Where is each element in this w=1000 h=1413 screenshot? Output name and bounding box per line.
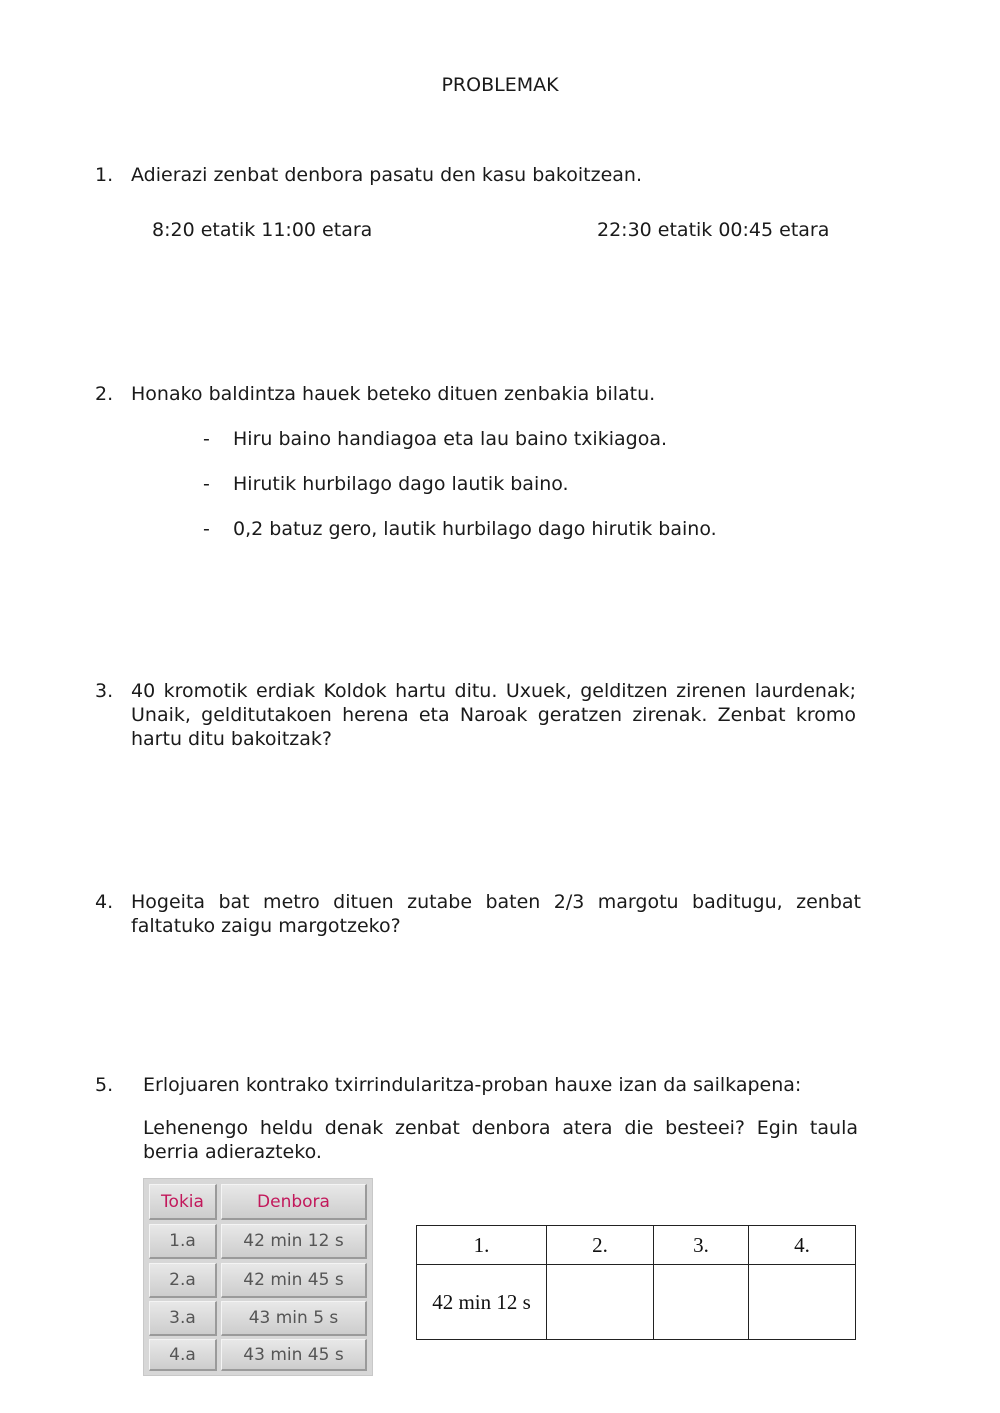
bullet-dash: -	[203, 518, 210, 540]
problem-1-case-a: 8:20 etatik 11:00 etara	[152, 219, 373, 241]
problem-4-number: 4.	[95, 891, 114, 913]
problem-2-number: 2.	[95, 383, 114, 405]
bullet-dash: -	[203, 428, 210, 450]
problem-1-case-b: 22:30 etatik 00:45 etara	[597, 219, 830, 241]
problem-5-number: 5.	[95, 1074, 114, 1096]
answer-table	[416, 1225, 856, 1340]
ranking-place: 3.a	[149, 1301, 217, 1336]
answer-value-row	[417, 1265, 856, 1340]
ranking-time: 43 min 45 s	[221, 1339, 367, 1371]
answer-cell-2[interactable]	[547, 1265, 654, 1340]
problem-5-text-1: Erlojuaren kontrako txirrindularitza-proban hauxe izan da sailkapena:	[143, 1074, 802, 1096]
problem-2-text: Honako baldintza hauek beteko dituen zenbakia bilatu.	[131, 383, 656, 405]
problem-1-text: Adierazi zenbat denbora pasatu den kasu bakoitzean.	[131, 164, 642, 186]
answer-header-cell: 4.	[749, 1226, 856, 1265]
bullet-dash: -	[203, 473, 210, 495]
problem-2-condition-3: 0,2 batuz gero, lautik hurbilago dago hirutik baino.	[233, 518, 717, 540]
answer-cell-1[interactable]: 42 min 12 s	[417, 1265, 547, 1340]
problem-2-condition-1: Hiru baino handiagoa eta lau baino txikiagoa.	[233, 428, 668, 450]
answer-header-row	[417, 1226, 856, 1265]
ranking-header-time: Denbora	[221, 1184, 367, 1220]
ranking-table	[143, 1178, 373, 1376]
answer-cell-4[interactable]	[749, 1265, 856, 1340]
problem-2-condition-2: Hirutik hurbilago dago lautik baino.	[233, 473, 569, 495]
page-title: PROBLEMAK	[441, 74, 559, 96]
ranking-place: 4.a	[149, 1339, 217, 1371]
ranking-place: 1.a	[149, 1224, 217, 1259]
answer-header-cell: 1.	[417, 1226, 547, 1265]
answer-header-cell: 2.	[547, 1226, 654, 1265]
answer-cell-3[interactable]	[654, 1265, 749, 1340]
answer-header-cell: 3.	[654, 1226, 749, 1265]
problem-5-text-2: Lehenengo heldu denak zenbat denbora atera die besteei? Egin taula berria adierazteko.	[143, 1117, 858, 1163]
ranking-place: 2.a	[149, 1263, 217, 1298]
ranking-header-place: Tokia	[149, 1184, 217, 1220]
problem-3-number: 3.	[95, 680, 114, 702]
problem-1-number: 1.	[95, 164, 114, 186]
ranking-time: 42 min 45 s	[221, 1263, 367, 1298]
problem-3-text: 40 kromotik erdiak Koldok hartu ditu. Uxuek, gelditzen zirenen laurdenak; Unaik, gelditutakoen herena eta Naroak geratzen zirenak. Zenbat kromo hartu ditu bakoitzak?	[131, 680, 856, 750]
ranking-time: 42 min 12 s	[221, 1224, 367, 1259]
ranking-time: 43 min 5 s	[221, 1301, 367, 1336]
problem-4-text: Hogeita bat metro dituen zutabe baten 2/3 margotu baditugu, zenbat faltatuko zaigu margotzeko?	[131, 891, 861, 937]
